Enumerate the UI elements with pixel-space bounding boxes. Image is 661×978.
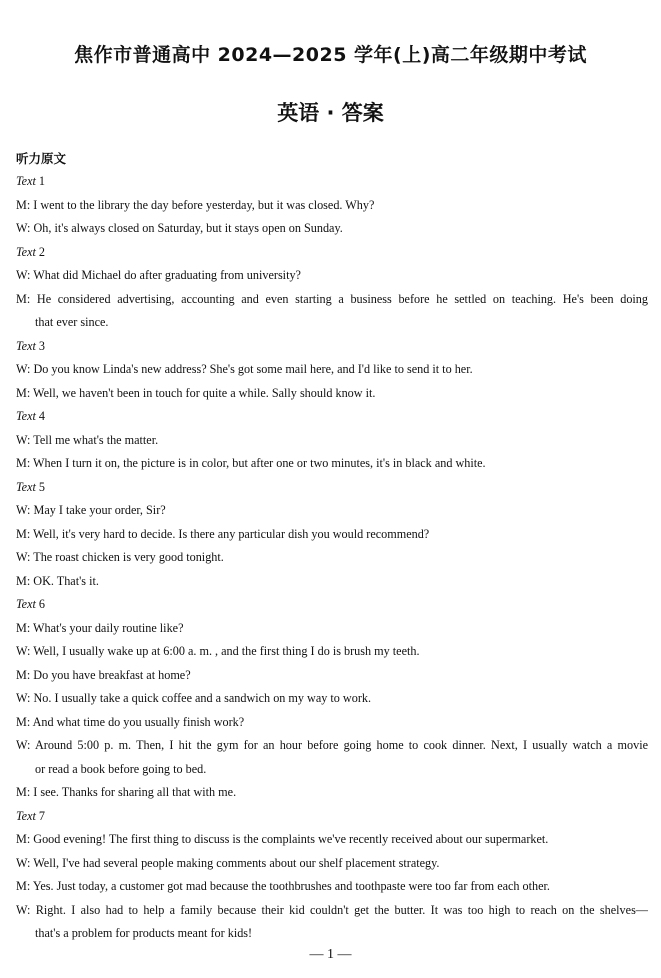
dialogue-line: W: Well, I've had several people making comments about our shelf placement strategy. bbox=[16, 855, 440, 870]
text-label bbox=[16, 476, 648, 500]
text-label-number: 5 bbox=[35, 479, 46, 494]
dialogue-line: M: OK. That's it. bbox=[16, 573, 99, 588]
dialogue-line: W: Oh, it's always closed on Saturday, but it stays open on Sunday. bbox=[16, 221, 343, 235]
dialogue-line: M: He considered advertising, accounting and even starting a business before he settled on teaching. He's been doing bbox=[16, 291, 648, 306]
text-label-word: Text bbox=[16, 479, 36, 494]
dialogue-line: W: The roast chicken is very good tonight. bbox=[16, 550, 224, 564]
text-label bbox=[16, 593, 648, 617]
dialogue-line-continued: that ever since. bbox=[35, 315, 109, 329]
dialogue-line: W: Do you know Linda's new address? She's got some mail here, and I'd like to send it to her. bbox=[16, 362, 473, 376]
text-label bbox=[16, 805, 648, 829]
dialogue-line: W: Tell me what's the matter. bbox=[16, 432, 159, 447]
document-subtitle: 英语 · 答案 bbox=[277, 101, 384, 125]
dialogue-line: M: Do you have breakfast at home? bbox=[16, 667, 191, 682]
text-label bbox=[16, 405, 648, 429]
dialogue-line-continued: that's a problem for products meant for kids! bbox=[35, 926, 253, 940]
dialogue-line-continued: or read a book before going to bed. bbox=[35, 761, 207, 776]
text-label-number: 4 bbox=[35, 409, 46, 423]
document-title: 焦作市普通高中 2024—2025 学年(上)高二年级期中考试 bbox=[74, 44, 587, 66]
text-label-number: 1 bbox=[35, 174, 46, 188]
dialogue-line: W: May I take your order, Sir? bbox=[16, 503, 166, 517]
dialogue-line: M: I went to the library the day before yesterday, but it was closed. Why? bbox=[16, 197, 375, 212]
text-label bbox=[16, 335, 648, 359]
text-label-word: Text bbox=[16, 597, 36, 611]
text-label-word: Text bbox=[16, 338, 36, 353]
text-label-word: Text bbox=[16, 808, 36, 823]
dialogue-line: M: What's your daily routine like? bbox=[16, 620, 184, 635]
dialogue-line: W: Right. I also had to help a family because their kid couldn't get the butter. It was too high to reach on the shelves— bbox=[16, 902, 648, 917]
dialogue-line: W: No. I usually take a quick coffee and a sandwich on my way to work. bbox=[16, 691, 372, 705]
dialogue-line: M: When I turn it on, the picture is in color, but after one or two minutes, it's in black and white. bbox=[16, 456, 486, 470]
text-label-number: 2 bbox=[35, 244, 46, 259]
dialogue-line: M: And what time do you usually finish work? bbox=[16, 714, 245, 729]
text-label bbox=[16, 241, 648, 265]
dialogue-line: M: Well, it's very hard to decide. Is there any particular dish you would recommend? bbox=[16, 526, 430, 541]
dialogue-line: M: Yes. Just today, a customer got mad because the toothbrushes and toothpaste were too far from each other. bbox=[16, 879, 550, 893]
text-label bbox=[16, 170, 648, 194]
dialogue-line: W: Well, I usually wake up at 6:00 a. m. , and the first thing I do is brush my teeth. bbox=[16, 644, 420, 658]
page-number: — 1 — bbox=[309, 947, 352, 962]
text-label-number: 6 bbox=[35, 597, 46, 611]
section-heading: 听力原文 bbox=[16, 151, 67, 166]
dialogue-line: W: Around 5:00 p. m. Then, I hit the gym for an hour before going home to cook dinner. Next, I usually watch a movie bbox=[16, 738, 648, 752]
dialogue-line: M: Good evening! The first thing to discuss is the complaints we've recently received about our supermarket. bbox=[16, 832, 549, 846]
dialogue-line: M: I see. Thanks for sharing all that with me. bbox=[16, 785, 237, 799]
dialogue-line: W: What did Michael do after graduating from university? bbox=[16, 268, 301, 282]
text-label-number: 7 bbox=[35, 808, 46, 823]
text-label-number: 3 bbox=[35, 338, 46, 353]
dialogue-line: M: Well, we haven't been in touch for quite a while. Sally should know it. bbox=[16, 385, 376, 400]
transcript-body bbox=[16, 170, 648, 946]
text-label-word: Text bbox=[16, 174, 36, 188]
text-label-word: Text bbox=[16, 409, 36, 423]
text-label-word: Text bbox=[16, 244, 36, 259]
